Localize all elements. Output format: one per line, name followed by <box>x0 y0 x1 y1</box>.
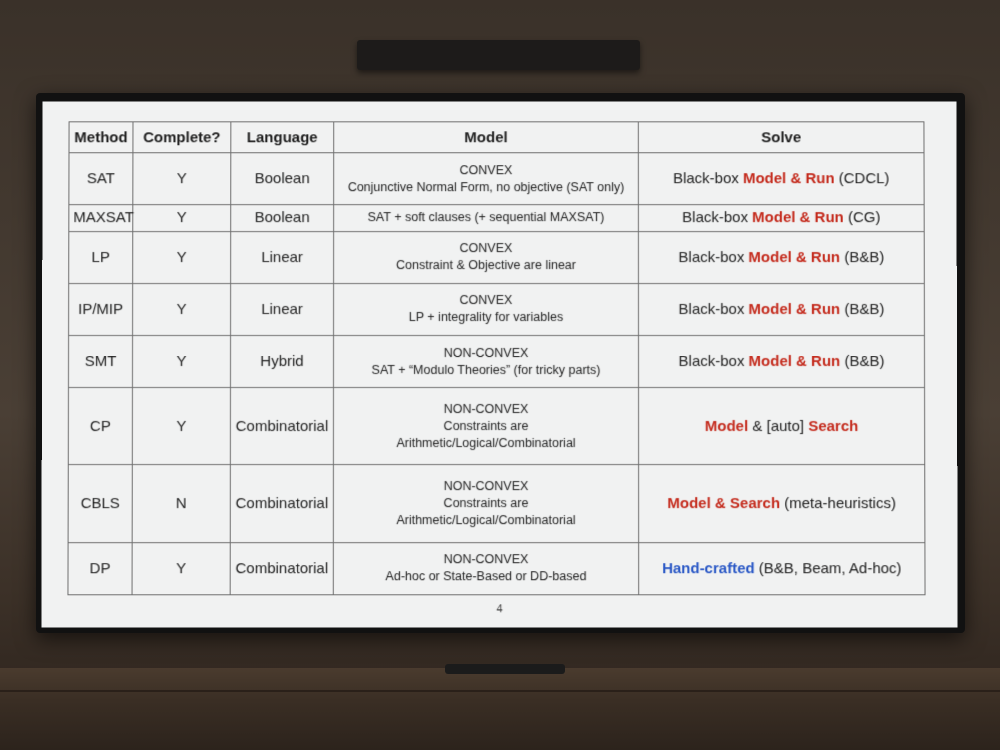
solve-cell <box>638 153 924 205</box>
solve-text: (B&B) <box>840 353 885 371</box>
cabinet-edge <box>0 690 1000 692</box>
model-cell <box>333 543 638 595</box>
tv-cabinet <box>0 668 1000 750</box>
solve-text: (B&B) <box>840 248 885 266</box>
model-line: CONVEX <box>459 293 513 308</box>
language-cell: Combinatorial <box>230 388 333 465</box>
table-row <box>69 231 925 283</box>
comparison-table <box>67 121 925 595</box>
model-line: Conjunctive Normal Form, no objective (SAT only) <box>347 179 625 194</box>
table-row <box>68 388 924 465</box>
header-complete: Complete? <box>133 122 231 153</box>
model-cell <box>334 153 639 205</box>
solve-text: (CDCL) <box>834 170 890 188</box>
language-cell: Hybrid <box>230 336 333 388</box>
solve-highlight: Model <box>704 417 749 435</box>
table-row <box>69 153 924 205</box>
header-solve: Solve <box>638 122 924 153</box>
model-cell <box>334 231 639 283</box>
complete-cell: Y <box>133 231 231 283</box>
solve-highlight: Search <box>808 417 859 435</box>
method-cell: DP <box>68 543 132 595</box>
language-cell: Linear <box>231 283 334 335</box>
solve-text: (B&B, Beam, Ad-hoc) <box>754 560 902 578</box>
solve-text: (CG) <box>843 209 881 227</box>
method-cell: CP <box>68 388 132 465</box>
table-row <box>68 465 925 542</box>
page-number: 4 <box>496 603 503 616</box>
method-cell: CBLS <box>68 465 132 542</box>
language-cell: Boolean <box>231 205 334 232</box>
model-line: Arithmetic/Logical/Combinatorial <box>396 435 576 450</box>
model-cell <box>334 205 639 232</box>
model-cell <box>334 283 639 335</box>
solve-highlight: Model & Run <box>742 170 835 188</box>
method-cell: SAT <box>69 153 133 205</box>
slide-screen <box>41 101 957 627</box>
solve-cell <box>638 231 924 283</box>
model-line: LP + integrality for variables <box>408 310 564 325</box>
model-line: SAT + soft clauses (+ sequential MAXSAT) <box>367 210 605 225</box>
solve-text: Black-box <box>678 353 749 371</box>
solve-cell <box>638 336 924 388</box>
solve-text: (meta-heuristics) <box>780 495 897 513</box>
solve-text: Black-box <box>672 170 743 188</box>
solve-text: Black-box <box>678 300 749 318</box>
complete-cell: Y <box>132 543 230 595</box>
language-cell: Boolean <box>231 153 334 205</box>
method-cell: IP/MIP <box>69 283 133 335</box>
solve-cell <box>638 205 924 232</box>
solve-text: (B&B) <box>840 300 885 318</box>
complete-cell: Y <box>132 388 230 465</box>
solve-text: & [auto] <box>748 417 809 435</box>
solve-cell <box>638 283 924 335</box>
table-row <box>68 543 925 595</box>
solve-text: Black-box <box>682 209 753 227</box>
model-line: SAT + “Modulo Theories” (for tricky parts) <box>371 362 601 377</box>
tv-soundbar <box>357 40 640 70</box>
table-row <box>69 283 925 335</box>
header-language: Language <box>231 122 334 153</box>
model-line: Constraint & Objective are linear <box>396 258 576 273</box>
model-line: NON-CONVEX <box>443 401 529 416</box>
table-row <box>69 205 924 232</box>
language-cell: Combinatorial <box>230 465 333 542</box>
solve-highlight: Model & Run <box>748 353 841 371</box>
header-model: Model <box>334 122 639 153</box>
model-line: Constraints are <box>443 496 529 511</box>
complete-cell: Y <box>133 205 231 232</box>
model-cell <box>333 465 638 542</box>
model-line: Arithmetic/Logical/Combinatorial <box>396 513 576 528</box>
model-line: NON-CONVEX <box>443 345 529 360</box>
model-line: NON-CONVEX <box>443 552 529 567</box>
complete-cell: Y <box>133 283 231 335</box>
solve-highlight: Model & Run <box>748 248 841 266</box>
model-line: Ad-hoc or State-Based or DD-based <box>385 569 587 584</box>
model-line: Constraints are <box>443 418 529 433</box>
solve-text: Black-box <box>678 248 749 266</box>
language-cell: Combinatorial <box>230 543 333 595</box>
language-cell: Linear <box>231 231 334 283</box>
solve-highlight: Model & Run <box>752 209 844 227</box>
table-row <box>68 336 924 388</box>
solve-cell <box>639 388 925 465</box>
table-header-row <box>69 122 924 153</box>
method-cell: MAXSAT <box>69 205 133 232</box>
model-line: CONVEX <box>459 241 513 256</box>
solve-highlight: Hand-crafted <box>662 560 755 578</box>
table-body <box>68 153 925 595</box>
model-line: CONVEX <box>459 162 513 177</box>
complete-cell: Y <box>133 153 231 205</box>
header-method: Method <box>69 122 133 153</box>
solve-highlight: Model & Search <box>667 495 781 513</box>
complete-cell: N <box>132 465 230 542</box>
solve-highlight: Model & Run <box>748 300 841 318</box>
model-cell <box>333 388 638 465</box>
solve-cell <box>639 543 925 595</box>
model-line: NON-CONVEX <box>443 479 529 494</box>
method-cell: LP <box>69 231 133 283</box>
solve-cell <box>639 465 925 542</box>
method-cell: SMT <box>68 336 132 388</box>
cabinet-device <box>445 664 565 674</box>
complete-cell: Y <box>132 336 230 388</box>
model-cell <box>333 336 638 388</box>
